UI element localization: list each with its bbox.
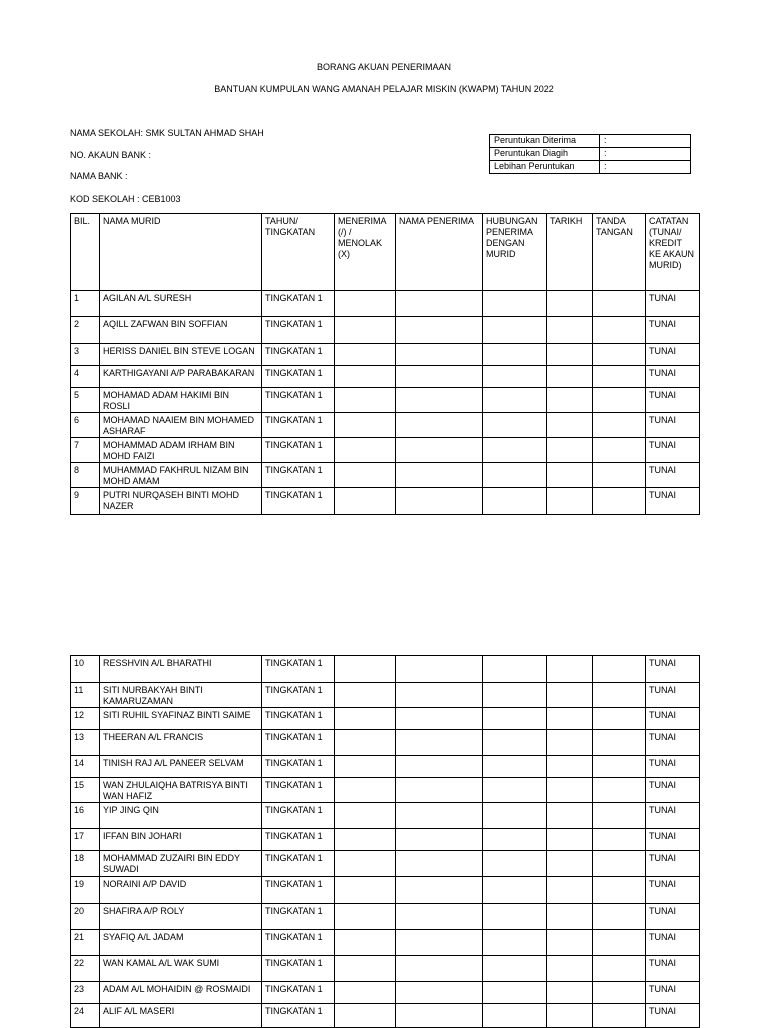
school-name: NAMA SEKOLAH: SMK SULTAN AHMAD SHAH	[70, 128, 264, 138]
recipient-name-cell	[396, 366, 483, 388]
accept-cell	[335, 317, 396, 344]
payment-note: TUNAI	[646, 366, 700, 388]
student-name: SHAFIRA A/P ROLY	[100, 904, 262, 930]
payment-note: TUNAI	[646, 778, 700, 803]
student-name: ALIF A/L MASERI	[100, 1004, 262, 1028]
recipient-name-cell	[396, 730, 483, 756]
row-number: 3	[71, 344, 100, 366]
accept-cell	[335, 756, 396, 778]
row-number: 1	[71, 291, 100, 317]
row-number: 8	[71, 463, 100, 488]
table-row	[71, 291, 700, 317]
relationship-cell	[483, 956, 547, 982]
relationship-cell	[483, 291, 547, 317]
signature-cell	[593, 803, 646, 829]
relationship-cell	[483, 317, 547, 344]
accept-cell	[335, 730, 396, 756]
school-code: KOD SEKOLAH : CEB1003	[70, 194, 181, 204]
signature-cell	[593, 956, 646, 982]
col-tanda-tangan: TANDA TANGAN	[593, 214, 646, 291]
allocation-value: :	[600, 135, 691, 148]
student-name: MOHAMMAD ADAM IRHAM BIN MOHD FAIZI	[100, 438, 262, 463]
accept-cell	[335, 683, 396, 708]
signature-cell	[593, 344, 646, 366]
date-cell	[547, 388, 593, 413]
student-year: TINGKATAN 1	[262, 413, 335, 438]
date-cell	[547, 730, 593, 756]
payment-note: TUNAI	[646, 877, 700, 904]
table-row	[71, 317, 700, 344]
student-year: TINGKATAN 1	[262, 317, 335, 344]
row-number: 20	[71, 904, 100, 930]
recipient-name-cell	[396, 683, 483, 708]
accept-cell	[335, 366, 396, 388]
student-year: TINGKATAN 1	[262, 803, 335, 829]
accept-cell	[335, 851, 396, 877]
allocation-row	[490, 135, 691, 148]
row-number: 19	[71, 877, 100, 904]
recipient-name-cell	[396, 344, 483, 366]
payment-note: TUNAI	[646, 344, 700, 366]
table-row	[71, 366, 700, 388]
signature-cell	[593, 656, 646, 683]
payment-note: TUNAI	[646, 413, 700, 438]
form-subtitle: BANTUAN KUMPULAN WANG AMANAH PELAJAR MISKIN (KWAPM) TAHUN 2022	[214, 84, 554, 94]
allocation-label: Peruntukan Diterima	[490, 135, 600, 148]
student-year: TINGKATAN 1	[262, 291, 335, 317]
student-year: TINGKATAN 1	[262, 778, 335, 803]
recipient-table-page2	[70, 655, 700, 1028]
table-row	[71, 438, 700, 463]
signature-cell	[593, 930, 646, 956]
table-row	[71, 904, 700, 930]
student-name: ADAM A/L MOHAIDIN @ ROSMAIDI	[100, 982, 262, 1004]
table-row	[71, 463, 700, 488]
payment-note: TUNAI	[646, 683, 700, 708]
student-name: HERISS DANIEL BIN STEVE LOGAN	[100, 344, 262, 366]
col-menerima: MENERIMA (/) / MENOLAK (X)	[335, 214, 396, 291]
student-name: RESSHVIN A/L BHARATHI	[100, 656, 262, 683]
relationship-cell	[483, 756, 547, 778]
date-cell	[547, 656, 593, 683]
accept-cell	[335, 904, 396, 930]
student-name: NORAINI A/P DAVID	[100, 877, 262, 904]
date-cell	[547, 877, 593, 904]
student-name: IFFAN BIN JOHARI	[100, 829, 262, 851]
col-nama-murid: NAMA MURID	[100, 214, 262, 291]
col-nama-penerima: NAMA PENERIMA	[396, 214, 483, 291]
signature-cell	[593, 982, 646, 1004]
student-year: TINGKATAN 1	[262, 656, 335, 683]
accept-cell	[335, 708, 396, 730]
date-cell	[547, 488, 593, 515]
student-name: MOHAMAD NAAIEM BIN MOHAMED ASHARAF	[100, 413, 262, 438]
date-cell	[547, 413, 593, 438]
relationship-cell	[483, 344, 547, 366]
table-row	[71, 851, 700, 877]
recipient-name-cell	[396, 877, 483, 904]
date-cell	[547, 956, 593, 982]
date-cell	[547, 930, 593, 956]
allocation-row	[490, 161, 691, 174]
bank-account: NO. AKAUN BANK :	[70, 150, 152, 160]
signature-cell	[593, 778, 646, 803]
col-hubungan: HUBUNGAN PENERIMA DENGAN MURID	[483, 214, 547, 291]
accept-cell	[335, 344, 396, 366]
recipient-name-cell	[396, 438, 483, 463]
signature-cell	[593, 904, 646, 930]
relationship-cell	[483, 778, 547, 803]
student-name: WAN KAMAL A/L WAK SUMI	[100, 956, 262, 982]
recipient-name-cell	[396, 708, 483, 730]
table-row	[71, 344, 700, 366]
student-year: TINGKATAN 1	[262, 982, 335, 1004]
date-cell	[547, 756, 593, 778]
signature-cell	[593, 366, 646, 388]
relationship-cell	[483, 877, 547, 904]
row-number: 5	[71, 388, 100, 413]
date-cell	[547, 803, 593, 829]
allocation-value: :	[600, 148, 691, 161]
recipient-name-cell	[396, 904, 483, 930]
recipient-name-cell	[396, 829, 483, 851]
row-number: 15	[71, 778, 100, 803]
date-cell	[547, 463, 593, 488]
recipient-name-cell	[396, 317, 483, 344]
recipient-name-cell	[396, 956, 483, 982]
accept-cell	[335, 388, 396, 413]
row-number: 4	[71, 366, 100, 388]
row-number: 12	[71, 708, 100, 730]
row-number: 22	[71, 956, 100, 982]
signature-cell	[593, 756, 646, 778]
relationship-cell	[483, 656, 547, 683]
relationship-cell	[483, 829, 547, 851]
allocation-row	[490, 148, 691, 161]
row-number: 6	[71, 413, 100, 438]
date-cell	[547, 317, 593, 344]
student-year: TINGKATAN 1	[262, 730, 335, 756]
row-number: 24	[71, 1004, 100, 1028]
student-year: TINGKATAN 1	[262, 488, 335, 515]
student-name: KARTHIGAYANI A/P PARABAKARAN	[100, 366, 262, 388]
accept-cell	[335, 829, 396, 851]
student-name: AGILAN A/L SURESH	[100, 291, 262, 317]
student-year: TINGKATAN 1	[262, 388, 335, 413]
student-year: TINGKATAN 1	[262, 829, 335, 851]
payment-note: TUNAI	[646, 1004, 700, 1028]
row-number: 9	[71, 488, 100, 515]
recipient-name-cell	[396, 803, 483, 829]
date-cell	[547, 708, 593, 730]
payment-note: TUNAI	[646, 803, 700, 829]
student-name: THEERAN A/L FRANCIS	[100, 730, 262, 756]
student-year: TINGKATAN 1	[262, 683, 335, 708]
recipient-name-cell	[396, 778, 483, 803]
signature-cell	[593, 829, 646, 851]
student-name: MUHAMMAD FAKHRUL NIZAM BIN MOHD AMAM	[100, 463, 262, 488]
recipient-name-cell	[396, 488, 483, 515]
relationship-cell	[483, 488, 547, 515]
row-number: 16	[71, 803, 100, 829]
accept-cell	[335, 291, 396, 317]
student-year: TINGKATAN 1	[262, 851, 335, 877]
table-row	[71, 778, 700, 803]
relationship-cell	[483, 413, 547, 438]
row-number: 21	[71, 930, 100, 956]
relationship-cell	[483, 730, 547, 756]
payment-note: TUNAI	[646, 656, 700, 683]
student-year: TINGKATAN 1	[262, 877, 335, 904]
row-number: 11	[71, 683, 100, 708]
table-row	[71, 488, 700, 515]
student-year: TINGKATAN 1	[262, 438, 335, 463]
table-row	[71, 956, 700, 982]
recipient-name-cell	[396, 413, 483, 438]
accept-cell	[335, 778, 396, 803]
relationship-cell	[483, 930, 547, 956]
payment-note: TUNAI	[646, 708, 700, 730]
row-number: 17	[71, 829, 100, 851]
signature-cell	[593, 730, 646, 756]
signature-cell	[593, 488, 646, 515]
relationship-cell	[483, 803, 547, 829]
signature-cell	[593, 463, 646, 488]
recipient-name-cell	[396, 851, 483, 877]
accept-cell	[335, 488, 396, 515]
allocation-label: Peruntukan Diagih	[490, 148, 600, 161]
table-row	[71, 829, 700, 851]
date-cell	[547, 904, 593, 930]
signature-cell	[593, 388, 646, 413]
student-year: TINGKATAN 1	[262, 366, 335, 388]
relationship-cell	[483, 982, 547, 1004]
payment-note: TUNAI	[646, 291, 700, 317]
table-row	[71, 756, 700, 778]
payment-note: TUNAI	[646, 756, 700, 778]
recipient-name-cell	[396, 291, 483, 317]
date-cell	[547, 851, 593, 877]
recipient-name-cell	[396, 756, 483, 778]
student-name: SITI RUHIL SYAFINAZ BINTI SAIME	[100, 708, 262, 730]
table-row	[71, 388, 700, 413]
signature-cell	[593, 438, 646, 463]
payment-note: TUNAI	[646, 438, 700, 463]
allocation-table	[489, 134, 691, 174]
student-year: TINGKATAN 1	[262, 904, 335, 930]
table-row	[71, 730, 700, 756]
recipient-name-cell	[396, 656, 483, 683]
relationship-cell	[483, 683, 547, 708]
signature-cell	[593, 877, 646, 904]
student-year: TINGKATAN 1	[262, 930, 335, 956]
payment-note: TUNAI	[646, 851, 700, 877]
student-name: YIP JING QIN	[100, 803, 262, 829]
date-cell	[547, 291, 593, 317]
col-catatan: CATATAN (TUNAI/ KREDIT KE AKAUN MURID)	[646, 214, 700, 291]
signature-cell	[593, 683, 646, 708]
table-row	[71, 708, 700, 730]
relationship-cell	[483, 708, 547, 730]
signature-cell	[593, 317, 646, 344]
student-year: TINGKATAN 1	[262, 1004, 335, 1028]
student-name: MOHAMAD ADAM HAKIMI BIN ROSLI	[100, 388, 262, 413]
row-number: 14	[71, 756, 100, 778]
col-bil: BIL.	[71, 214, 100, 291]
form-title: BORANG AKUAN PENERIMAAN	[316, 62, 452, 72]
table-row	[71, 656, 700, 683]
accept-cell	[335, 956, 396, 982]
recipient-name-cell	[396, 463, 483, 488]
date-cell	[547, 982, 593, 1004]
student-year: TINGKATAN 1	[262, 708, 335, 730]
row-number: 18	[71, 851, 100, 877]
recipient-name-cell	[396, 982, 483, 1004]
recipient-name-cell	[396, 388, 483, 413]
date-cell	[547, 366, 593, 388]
student-year: TINGKATAN 1	[262, 344, 335, 366]
signature-cell	[593, 851, 646, 877]
payment-note: TUNAI	[646, 829, 700, 851]
allocation-value: :	[600, 161, 691, 174]
payment-note: TUNAI	[646, 730, 700, 756]
row-number: 7	[71, 438, 100, 463]
student-year: TINGKATAN 1	[262, 956, 335, 982]
payment-note: TUNAI	[646, 388, 700, 413]
table-row	[71, 877, 700, 904]
accept-cell	[335, 877, 396, 904]
accept-cell	[335, 438, 396, 463]
accept-cell	[335, 463, 396, 488]
accept-cell	[335, 982, 396, 1004]
relationship-cell	[483, 904, 547, 930]
row-number: 2	[71, 317, 100, 344]
date-cell	[547, 438, 593, 463]
bank-name: NAMA BANK :	[70, 171, 128, 181]
signature-cell	[593, 413, 646, 438]
student-name: PUTRI NURQASEH BINTI MOHD NAZER	[100, 488, 262, 515]
relationship-cell	[483, 438, 547, 463]
student-year: TINGKATAN 1	[262, 756, 335, 778]
payment-note: TUNAI	[646, 488, 700, 515]
student-name: TINISH RAJ A/L PANEER SELVAM	[100, 756, 262, 778]
recipient-table-page1	[70, 213, 700, 515]
date-cell	[547, 344, 593, 366]
col-tahun: TAHUN/ TINGKATAN	[262, 214, 335, 291]
relationship-cell	[483, 463, 547, 488]
student-name: MOHAMMAD ZUZAIRI BIN EDDY SUWADI	[100, 851, 262, 877]
student-year: TINGKATAN 1	[262, 463, 335, 488]
date-cell	[547, 778, 593, 803]
accept-cell	[335, 803, 396, 829]
row-number: 13	[71, 730, 100, 756]
student-name: SYAFIQ A/L JADAM	[100, 930, 262, 956]
table-row	[71, 413, 700, 438]
recipient-name-cell	[396, 930, 483, 956]
table-row	[71, 982, 700, 1004]
payment-note: TUNAI	[646, 463, 700, 488]
student-name: WAN ZHULAIQHA BATRISYA BINTI WAN HAFIZ	[100, 778, 262, 803]
table-row	[71, 930, 700, 956]
relationship-cell	[483, 388, 547, 413]
payment-note: TUNAI	[646, 956, 700, 982]
table-row	[71, 803, 700, 829]
relationship-cell	[483, 366, 547, 388]
row-number: 23	[71, 982, 100, 1004]
payment-note: TUNAI	[646, 982, 700, 1004]
payment-note: TUNAI	[646, 930, 700, 956]
accept-cell	[335, 930, 396, 956]
student-name: AQILL ZAFWAN BIN SOFFIAN	[100, 317, 262, 344]
student-name: SITI NURBAKYAH BINTI KAMARUZAMAN	[100, 683, 262, 708]
table-row	[71, 683, 700, 708]
date-cell	[547, 683, 593, 708]
allocation-label: Lebihan Peruntukan	[490, 161, 600, 174]
accept-cell	[335, 413, 396, 438]
row-number: 10	[71, 656, 100, 683]
table-header-row	[71, 214, 700, 291]
accept-cell	[335, 656, 396, 683]
signature-cell	[593, 291, 646, 317]
col-tarikh: TARIKH	[547, 214, 593, 291]
payment-note: TUNAI	[646, 904, 700, 930]
date-cell	[547, 829, 593, 851]
signature-cell	[593, 708, 646, 730]
relationship-cell	[483, 851, 547, 877]
payment-note: TUNAI	[646, 317, 700, 344]
